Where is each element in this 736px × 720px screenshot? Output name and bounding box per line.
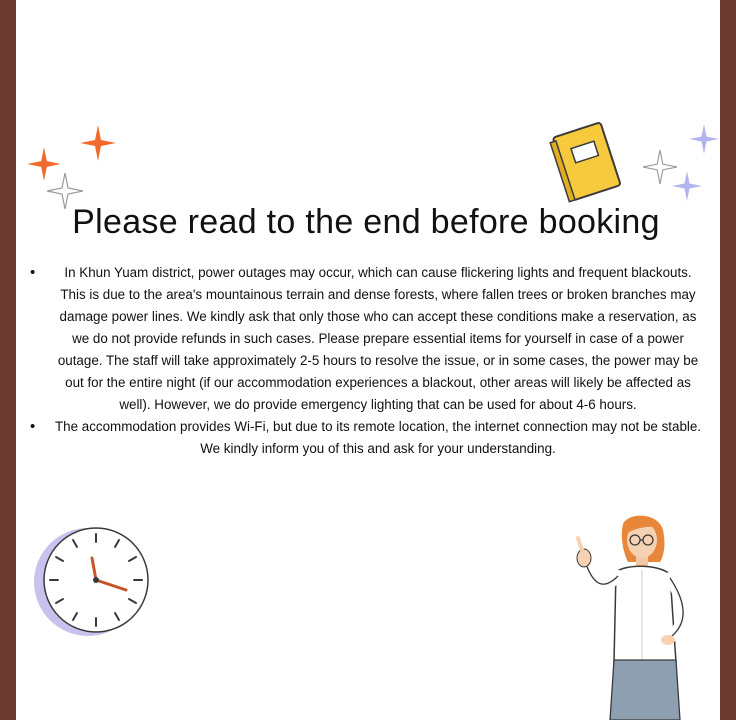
clock-icon — [30, 524, 156, 638]
list-item-text: The accommodation provides Wi-Fi, but due to its remote location, the internet connection may not be stable. We kindly inform you of this and ask for your understanding. — [54, 419, 702, 456]
list-item — [30, 262, 710, 416]
sparkle-icon — [672, 171, 702, 201]
sparkle-icon — [689, 124, 719, 154]
presenter-illustration — [568, 512, 708, 720]
list-item — [30, 416, 710, 460]
page-title: Please read to the end before booking — [72, 203, 660, 241]
book-icon — [548, 120, 628, 204]
bullet-icon: • — [30, 264, 36, 281]
bullet-icon: • — [30, 418, 36, 435]
sparkle-icon — [80, 125, 116, 161]
list-item-text: In Khun Yuam district, power outages may occur, which can cause flickering lights and frequent blackouts. This is due to the area's mountainous terrain and dense forests, where fallen trees or broken branches may damage power lines. We kindly ask that only those who can accept these conditions make a reservation, as we do not provide refunds in such cases. Please prepare essential items for yourself in case of a power outage. The staff will take approximately 2-5 hours to resolve the issue, or in some cases, the power may be out for the entire night (if our accommodation experiences a blackout, other areas will likely be affected as well). However, we do provide emergency lighting that can be used for about 4-6 hours. — [57, 265, 699, 412]
notice-body — [30, 262, 710, 460]
